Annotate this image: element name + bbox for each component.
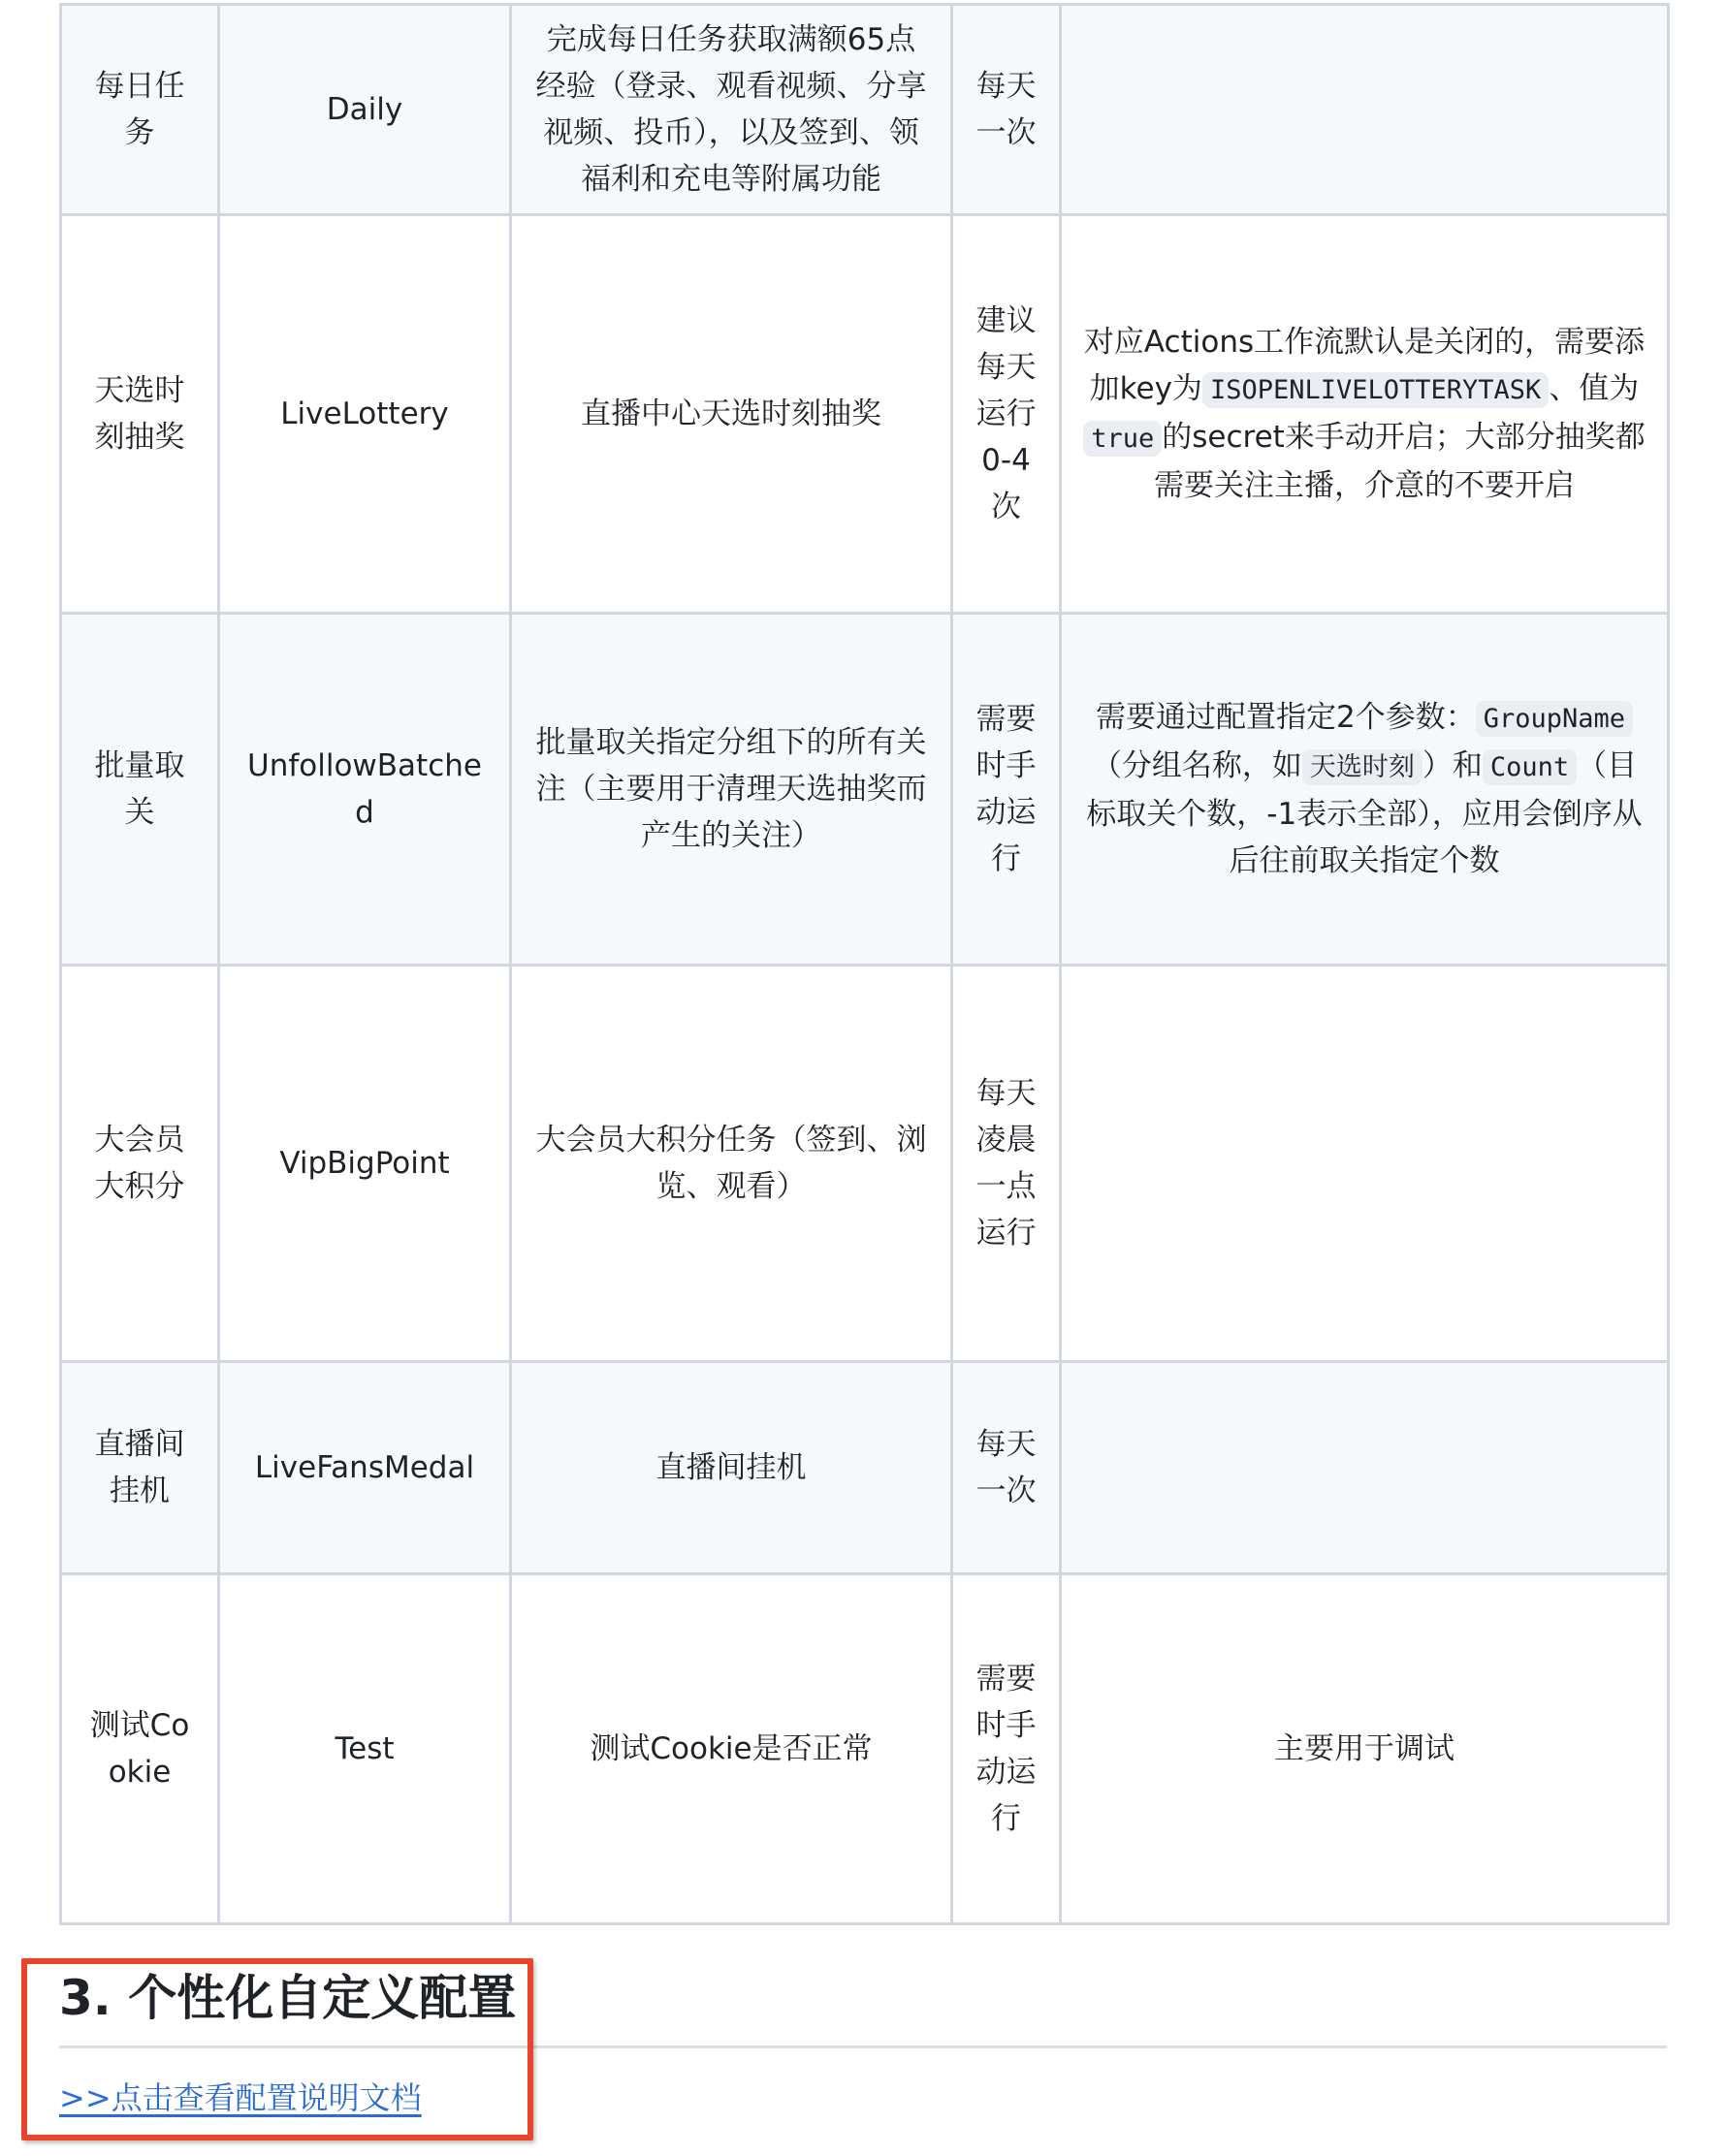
task-code-cell: LiveFansMedal (219, 1362, 511, 1574)
inline-code: true (1083, 421, 1162, 457)
task-frequency-cell: 每天一次 (952, 5, 1061, 215)
note-text: 需要通过配置指定2个参数： (1095, 700, 1476, 735)
table-row (61, 215, 1669, 614)
task-name-cell: 批量取关 (61, 614, 219, 966)
task-note-cell (1061, 966, 1669, 1362)
task-code-cell: LiveLottery (219, 215, 511, 614)
task-code-cell: Daily (219, 5, 511, 215)
table-row (61, 966, 1669, 1362)
note-text: 对应Actions工作流默认是关闭的，需要添加key为 (1083, 325, 1646, 406)
task-code-cell: Test (219, 1574, 511, 1924)
task-note-cell (1061, 1574, 1669, 1924)
task-note-cell (1061, 5, 1669, 215)
note-text: ）和 (1422, 748, 1483, 783)
task-name-cell: 直播间挂机 (61, 1362, 219, 1574)
task-code-cell: UnfollowBatched (219, 614, 511, 966)
task-note-cell (1061, 215, 1669, 614)
task-frequency-cell: 每天一次 (952, 1362, 1061, 1574)
task-name-cell: 大会员大积分 (61, 966, 219, 1362)
task-name-cell: 每日任务 (61, 5, 219, 215)
task-frequency-cell: 建议每天运行0-4次 (952, 215, 1061, 614)
task-name-cell: 天选时刻抽奖 (61, 215, 219, 614)
table-row (61, 614, 1669, 966)
table-row (61, 5, 1669, 215)
task-description-cell: 直播中心天选时刻抽奖 (511, 215, 952, 614)
task-note-cell (1061, 1362, 1669, 1574)
table-row (61, 1362, 1669, 1574)
section-heading: 3. 个性化自定义配置 (59, 1958, 1667, 2048)
inline-code: ISOPENLIVELOTTERYTASK (1202, 372, 1549, 408)
note-text: 、值为 (1549, 371, 1640, 406)
table-row (61, 1574, 1669, 1924)
inline-code: GroupName (1476, 701, 1633, 737)
note-text: （目标取关个数，-1表示全部），应用会倒序从后往前取关指定个数 (1086, 748, 1643, 878)
note-text: 的secret来手动开启；大部分抽奖都需要关注主播，介意的不要开启 (1154, 420, 1646, 503)
task-frequency-cell: 每天凌晨一点运行 (952, 966, 1061, 1362)
task-description-cell: 大会员大积分任务（签到、浏览、观看） (511, 966, 952, 1362)
config-doc-link[interactable]: >>点击查看配置说明文档 (59, 2079, 422, 2116)
inline-code: Count (1483, 749, 1577, 785)
task-name-cell: 测试Cookie (61, 1574, 219, 1924)
task-note-cell (1061, 614, 1669, 966)
inline-code: 天选时刻 (1302, 749, 1422, 785)
note-text: （分组名称，如 (1091, 748, 1302, 783)
task-description-cell: 批量取关指定分组下的所有关注（主要用于清理天选抽奖而产生的关注） (511, 614, 952, 966)
task-frequency-cell: 需要时手动运行 (952, 1574, 1061, 1924)
task-description-cell: 直播间挂机 (511, 1362, 952, 1574)
task-code-cell: VipBigPoint (219, 966, 511, 1362)
task-table (59, 3, 1670, 1925)
note-text: 主要用于调试 (1274, 1731, 1454, 1766)
red-highlight-box (21, 1958, 533, 2140)
task-frequency-cell: 需要时手动运行 (952, 614, 1061, 966)
task-description-cell: 完成每日任务获取满额65点经验（登录、观看视频、分享视频、投币），以及签到、领福利和充电等附属功能 (511, 5, 952, 215)
task-description-cell: 测试Cookie是否正常 (511, 1574, 952, 1924)
